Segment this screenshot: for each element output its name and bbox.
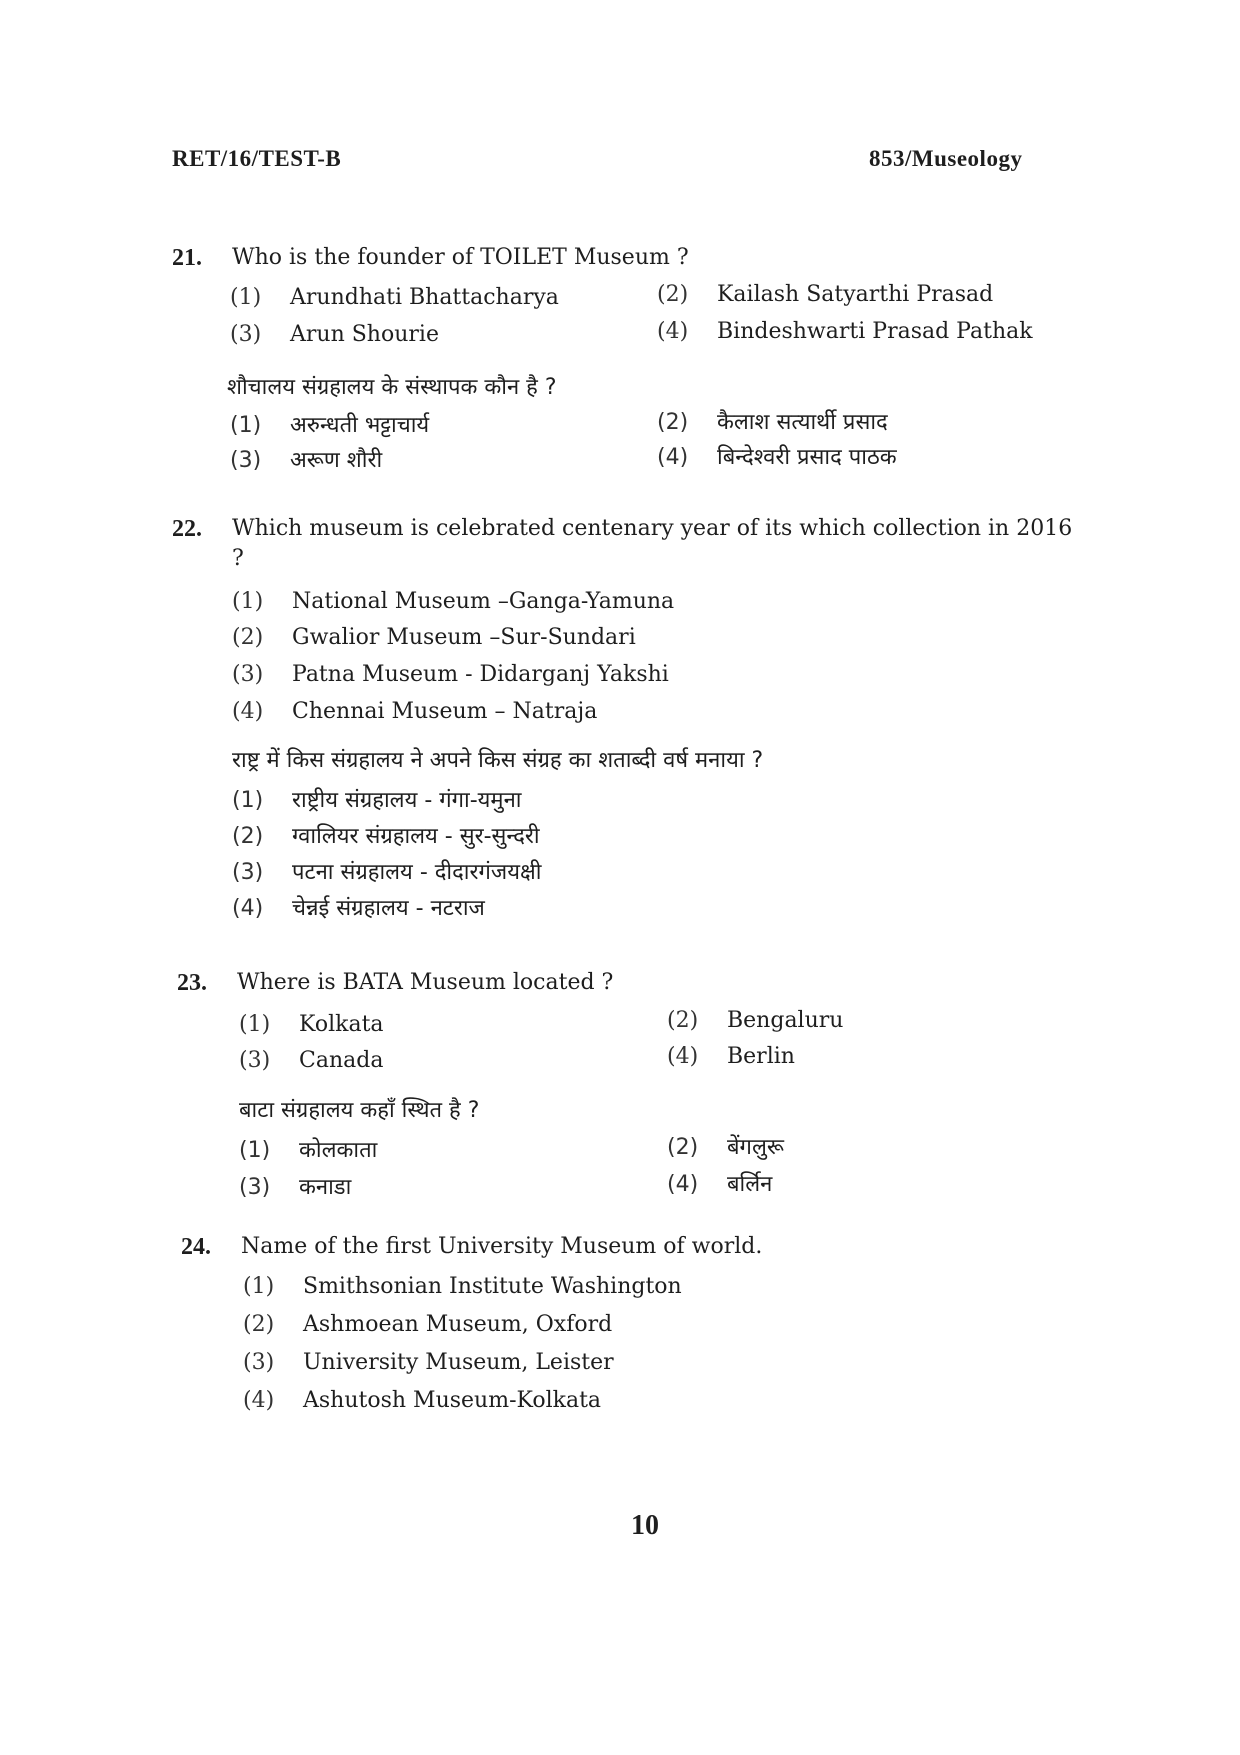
- option-text: Arundhati Bhattacharya: [290, 285, 559, 310]
- question-number: 21.: [172, 245, 202, 271]
- option-text: चेन्नई संग्रहालय - नटराज: [292, 896, 485, 921]
- option-text: Ashmoean Museum, Oxford: [303, 1312, 613, 1337]
- question-23: [177, 968, 1097, 1208]
- question-text-hi: शौचालय संग्रहालय के संस्थापक कौन है ?: [227, 375, 557, 400]
- option-number: (3): [230, 448, 262, 473]
- question-number: 22.: [172, 516, 202, 542]
- option-number: (4): [243, 1388, 275, 1413]
- option-text: बेंगलुरू: [727, 1135, 784, 1160]
- page-number: 10: [631, 1510, 659, 1541]
- option-text: Bindeshwarti Prasad Pathak: [717, 319, 1033, 344]
- option-number: (3): [232, 662, 264, 687]
- option-text: Kailash Satyarthi Prasad: [717, 282, 994, 307]
- option-text: Chennai Museum – Natraja: [292, 699, 598, 724]
- option-number: (4): [232, 896, 264, 921]
- option-text: राष्ट्रीय संग्रहालय - गंगा-यमुना: [292, 788, 522, 813]
- question-text-hi: राष्ट्र में किस संग्रहालय ने अपने किस संग्रह का शताब्दी वर्ष मनाया ?: [232, 748, 764, 773]
- option-number: (4): [667, 1172, 699, 1197]
- option-number: (2): [657, 282, 689, 307]
- question-number: 24.: [181, 1234, 211, 1260]
- option-number: (4): [232, 699, 264, 724]
- option-text: Smithsonian Institute Washington: [303, 1274, 682, 1299]
- option-text: अरूण शौरी: [290, 448, 383, 473]
- option-text: National Museum –Ganga-Yamuna: [292, 589, 675, 614]
- option-number: (1): [230, 413, 262, 438]
- option-text: Bengaluru: [727, 1008, 844, 1033]
- option-text: Gwalior Museum –Sur-Sundari: [292, 625, 636, 650]
- option-number: (4): [657, 445, 689, 470]
- option-number: (4): [657, 319, 689, 344]
- option-text: कैलाश सत्यार्थी प्रसाद: [717, 410, 888, 435]
- subject-title: 853/Museology: [869, 146, 1023, 171]
- option-number: (1): [243, 1274, 275, 1299]
- option-text: Kolkata: [299, 1012, 384, 1037]
- option-text: बर्लिन: [727, 1172, 773, 1197]
- option-text: Arun Shourie: [290, 322, 439, 347]
- option-text: ग्वालियर संग्रहालय - सुर-सुन्दरी: [292, 824, 540, 849]
- option-number: (1): [232, 589, 264, 614]
- option-number: (2): [232, 625, 264, 650]
- option-number: (4): [667, 1044, 699, 1069]
- question-text-en: Name of the first University Museum of world.: [241, 1234, 763, 1259]
- question-22: [172, 514, 1092, 934]
- option-number: (3): [232, 860, 264, 885]
- question-21: [172, 243, 1092, 483]
- option-text: कनाडा: [299, 1175, 352, 1200]
- option-number: (3): [230, 322, 262, 347]
- question-text-hi: बाटा संग्रहालय कहाँ स्थित है ?: [239, 1098, 480, 1123]
- option-text: Ashutosh Museum-Kolkata: [303, 1388, 602, 1413]
- option-number: (3): [239, 1175, 271, 1200]
- option-number: (1): [239, 1012, 271, 1037]
- option-number: (3): [243, 1350, 275, 1375]
- option-text: पटना संग्रहालय - दीदारगंजयक्षी: [292, 860, 542, 885]
- option-text: Canada: [299, 1048, 384, 1073]
- exam-code: RET/16/TEST-B: [172, 146, 342, 171]
- option-number: (1): [239, 1138, 271, 1163]
- option-number: (1): [230, 285, 262, 310]
- option-text: बिन्देश्वरी प्रसाद पाठक: [717, 445, 897, 470]
- question-text-en: Who is the founder of TOILET Museum ?: [232, 245, 689, 270]
- option-text: कोलकाता: [299, 1138, 378, 1163]
- option-number: (2): [243, 1312, 275, 1337]
- option-text: अरुन्धती भट्टाचार्य: [290, 413, 430, 438]
- option-number: (2): [657, 410, 689, 435]
- option-number: (2): [232, 824, 264, 849]
- question-text-en: Which museum is celebrated centenary year of its which collection in 2016 ?: [232, 516, 1073, 571]
- option-text: University Museum, Leister: [303, 1350, 614, 1375]
- option-number: (3): [239, 1048, 271, 1073]
- question-number: 23.: [177, 970, 207, 996]
- question-text-en: Where is BATA Museum located ?: [237, 970, 614, 995]
- option-text: Berlin: [727, 1044, 795, 1069]
- option-text: Patna Museum - Didarganj Yakshi: [292, 662, 669, 687]
- option-number: (2): [667, 1135, 699, 1160]
- question-24: [181, 1232, 1101, 1432]
- option-number: (1): [232, 788, 264, 813]
- option-number: (2): [667, 1008, 699, 1033]
